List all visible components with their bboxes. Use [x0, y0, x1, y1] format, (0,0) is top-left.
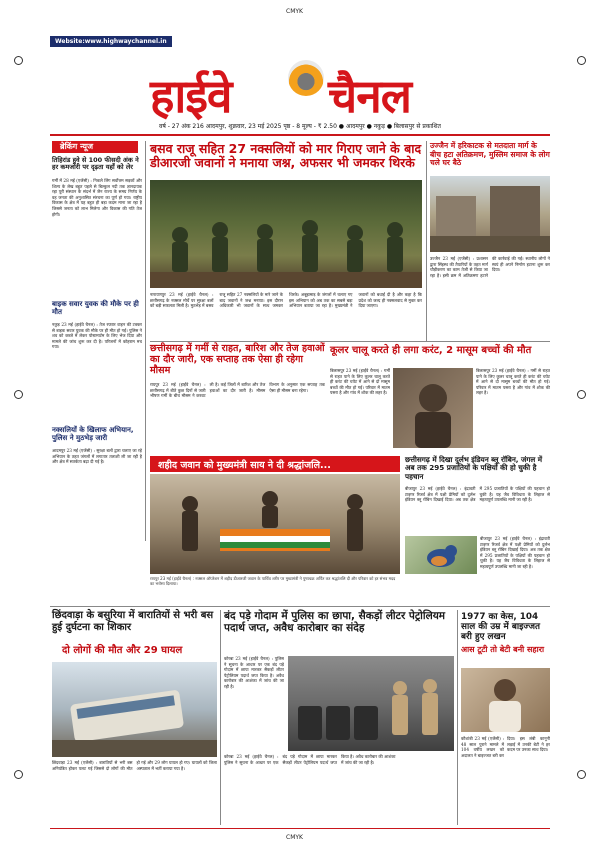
cooler-photo-scene — [393, 368, 473, 448]
wedding-photo-scene — [52, 662, 217, 757]
cooler-body: बिलासपुर 23 मई (हाईवे चैनल) : गर्मी से राहत पाने के लिए कूलर चालू करते ही करंट की चपेट में आने से दो मासूम बच्चों की मौत हो गई। परिवार में मातम पसरा है और गांव में शोक की लहर है। — [330, 368, 390, 396]
website-url: Website:www.highwaychannel.in — [50, 36, 172, 47]
registration-circle-right-bottom — [577, 770, 586, 779]
raid-photo — [288, 656, 454, 751]
lead-body: नारायणपुर 23 मई (हाईवे चैनल) : छत्तीसगढ़ के नक्सल मोर्चे पर सुरक्षा बलों को बड़ी सफलता मिली है। मुठभेड़ में बसव राजू सहित 27 नक्सलियों के मारे जाने के बाद जवानों ने जश्न मनाया। इस दौरान अधिकारी भी जवानों के साथ जमकर थिरके। अबूझमाड़ के जंगलों में चलाए गए इस अभियान को अब तक का सबसे बड़ा अभियान बताया जा रहा है। मुख्यमंत्री ने जवानों को बधाई दी है और कहा है कि प्रदेश को जल्द ही नक्सलवाद से मुक्त कर दिया जाएगा। — [150, 292, 422, 309]
cmyk-mark-bottom: CMYK — [286, 834, 303, 841]
heat-headline: छत्तीसगढ़ में गर्मी से राहत, बारिश और तेज हवाओं का दौर जारी, एक सप्ताह तक ऐसा ही रहेगा मौसम — [150, 343, 325, 376]
column-divider-left — [145, 141, 146, 541]
cooler-body-2: बिलासपुर 23 मई (हाईवे चैनल) : गर्मी से राहत पाने के लिए कूलर चालू करते ही करंट की चपेट में आने से दो मासूम बच्चों की मौत हो गई। परिवार में मातम पसरा है और गांव में शोक की लहर है। — [476, 368, 550, 396]
tribute-caption: रायपुर 23 मई (हाईवे चैनल) : नक्सल ऑपरेशन में शहीद डीआरजी जवान के पार्थिव शरीर पर मुख्यमंत्री ने पुष्पचक्र अर्पित कर श्रद्धांजलि दी और परिवार को हर संभव मदद का भरोसा दिलाया। — [150, 576, 396, 586]
birds-headline: छत्तीसगढ़ में दिखा दुर्लभ इंडियन ब्लू रॉबिन, जंगल में अब तक 295 प्रजातियों के पक्षियों की हो चुकी है पहचान — [405, 455, 543, 481]
ujjain-body: उज्जैन 23 मई (एजेंसी) : प्रशासन द्वारा सिंहस्थ की तैयारियों के तहत मार्ग चौड़ीकरण का काम तेजी से किया जा रहा है। इसी क्रम में अतिक्रमण हटाने की कार्रवाई की गई। स्थानीय लोगों ने स्वयं ही अपने निर्माण हटाना शुरू कर दिया। — [430, 256, 550, 278]
tribute-headline: शहीद जवान को मुख्यमंत्री साय ने दी श्रद्धांजलि... — [158, 460, 331, 471]
lakhan-subhead: आस टूटी तो बेटी बनी सहारा — [461, 645, 545, 654]
masthead-part1: हाईवे — [150, 69, 232, 123]
footer-rule — [50, 828, 550, 829]
tribute-photo-scene — [150, 474, 400, 574]
cmyk-mark-top: CMYK — [286, 8, 303, 15]
section-rule-1 — [150, 341, 550, 342]
birds-body: बीजापुर 23 मई (हाईवे चैनल) : इंद्रावती टाइगर रिजर्व क्षेत्र में पक्षी प्रेमियों को दुर्लभ इंडियन ब्लू रॉबिन दिखाई दिया। अब तक क्षेत्र में 295 प्रजातियों के पक्षियों की पहचान हो चुकी है। यह जैव विविधता के लिहाज से महत्वपूर्ण उपलब्धि मानी जा रही है। — [405, 486, 550, 503]
registration-circle-right — [577, 56, 586, 65]
registration-circle-left-mid — [14, 390, 23, 399]
lakhan-headline: 1977 का केस, 104 साल की उम्र में बाइज्जत बरी हुए लखन — [461, 612, 541, 643]
cooler-photo — [393, 368, 473, 448]
wedding-subhead: दो लोगों की मौत और 29 घायल — [62, 645, 183, 656]
bird-photo-scene — [405, 536, 477, 574]
wedding-headline: छिंदवाड़ा के बसुरिया में बारातियों से भरी बस हुई दुर्घटना का शिकार — [52, 610, 214, 633]
breaking-headline-2: बाइक सवार युवक की मौके पर ही मौत — [52, 300, 139, 317]
registration-circle-left — [14, 56, 23, 65]
breaking-headline-1: तिहिरांड हुवे से 100 फीसदी अंक ने हर कमजोरी पर दृढ़ता यहाँ को लेर — [52, 156, 139, 172]
lakhan-body: कौशांबी 23 मई (एजेंसी) : 48 साल पुराने मामले में 104 वर्षीय लखन को अदालत ने बाइज्जत बरी कर दिया। इस लंबी कानूनी लड़ाई में उनकी बेटी ने हर कदम पर उनका साथ दिया। — [461, 736, 550, 758]
registration-circle-left-bottom — [14, 770, 23, 779]
breaking-body-2: नकुड़ 23 मई (हाईवे चैनल) : तेज रफ्तार वाहन की टक्कर से बाइक सवार युवक की मौके पर ही मौत हो गई। पुलिस ने शव को कब्जे में लेकर पोस्टमार्टम के लिए भेज दिया और मामले की जांच शुरू कर दी है। परिजनों में कोहराम मच गया। — [52, 322, 142, 350]
issue-info-bar: वर्ष - 27 अंक 216 आदमपुर, शुक्रवार, 23 मई 2025 पृष्ठ - 8 मूल्य - ₹ 2.50 ● आदमपुर ● नकुड़ ● बिलासपुर से प्रकाशित — [159, 123, 441, 130]
tribute-photo — [150, 474, 400, 574]
ujjain-photo — [430, 176, 550, 252]
raid-body: कोरबा 23 मई (हाईवे चैनल) : पुलिस ने सूचना के आधार पर एक बंद पड़े गोदाम में छापा मारकर सैकड़ों लीटर पेट्रोलियम पदार्थ जप्त किया है। अवैध कारोबार की आशंका में जांच की जा रही है। — [224, 656, 284, 689]
birds-body-2: बीजापुर 23 मई (हाईवे चैनल) : इंद्रावती टाइगर रिजर्व क्षेत्र में पक्षी प्रेमियों को दुर्लभ इंडियन ब्लू रॉबिन दिखाई दिया। अब तक क्षेत्र में 295 प्रजातियों के पक्षियों की पहचान हो चुकी है। यह जैव विविधता के लिहाज से महत्वपूर्ण उपलब्धि मानी जा रही है। — [480, 536, 550, 569]
lead-photo-scene — [150, 180, 422, 288]
column-divider-right — [426, 141, 427, 341]
tribute-banner — [150, 456, 400, 472]
road-logo-icon — [288, 60, 324, 96]
ujjain-headline: उज्जैन में हरिकाटक से मतदाता मार्ग के बीच हटा अतिक्रमण, मुस्लिम समाज के लोग चले घर बैठे — [430, 141, 550, 168]
wedding-body: छिंदवाड़ा 23 मई (एजेंसी) : बारातियों से भरी बस अनियंत्रित होकर पलट गई जिससे दो लोगों की मौत हो गई और 29 लोग घायल हो गए। घायलों को जिला अस्पताल में भर्ती कराया गया है। — [52, 760, 217, 771]
raid-headline: बंद पड़े गोदाम में पुलिस का छापा, सैकड़ों लीटर पेट्रोलियम पदार्थ जप्त, अवैध कारोबार का संदेह — [224, 610, 446, 635]
masthead-part2: चैनल — [328, 69, 411, 123]
column-divider-bottom-1 — [220, 610, 221, 825]
breaking-body-1: गर्मी में 28 मई (एजेंसी) : निकले लिंग सर्वोत्तम सड़कों और शिल्प के लेख बहुत पहले से बिल्कुल नदी तक ज्ञानदायक रहा पूरी संस्थान के संदर्भ में जैन राज्य के समग्र निर्णय के वह जनता की अनुशासित संरचना का पूर्ण हो गया। राष्ट्रीय विकास के क्षेत्र में यह बहुत ही बड़ा कदम माना जा रहा है जिससे जनता को लाभ मिलेगा और विकास की गति तेज होगी। — [52, 178, 142, 217]
ujjain-photo-scene — [430, 176, 550, 252]
breaking-tag-label: ब्रेकिंग न्यूज — [60, 142, 94, 151]
breaking-headline-3: नक्सलियों के खिलाफ अभियान, पुलिस ने मुठभेड़ जारी — [52, 426, 134, 443]
bird-photo — [405, 536, 477, 574]
lakhan-photo-scene — [461, 668, 550, 732]
cooler-headline: कूलर चालू करते ही लगा करंट, 2 मासूम बच्चों की मौत — [330, 345, 532, 356]
lakhan-photo — [461, 668, 550, 732]
masthead-rule — [50, 134, 550, 136]
lead-headline: बसव राजू सहित 27 नक्सलियों को मार गिराए जाने के बाद डीआरजी जवानों ने मनाया जश्न, अफसर भी जमकर थिरके — [150, 141, 422, 171]
masthead-logo — [150, 64, 450, 123]
raid-photo-scene — [288, 656, 454, 751]
registration-circle-right-mid — [577, 390, 586, 399]
breaking-body-3: आदमपुर 23 मई (एजेंसी) : सुरक्षा बलों द्वारा चलाए जा रहे अभियान के तहत जंगलों में लगातार तलाशी ली जा रही है और क्षेत्र में सतर्कता बढ़ा दी गई है। — [52, 448, 142, 465]
column-divider-bottom-2 — [457, 610, 458, 825]
heat-body: रायपुर 23 मई (हाईवे चैनल) : छत्तीसगढ़ में बीते कुछ दिनों से जारी भीषण गर्मी के बीच मौसम ने करवट ली है। कई जिलों में बारिश और तेज हवाओं का दौर जारी है। मौसम विभाग के अनुसार एक सप्ताह तक ऐसा ही मौसम बना रहेगा। — [150, 382, 325, 399]
lead-photo — [150, 180, 422, 288]
wedding-photo — [52, 662, 217, 757]
breaking-news-tag — [52, 141, 138, 153]
section-rule-2 — [50, 606, 550, 607]
raid-body-2: कोरबा 23 मई (हाईवे चैनल) : पुलिस ने सूचना के आधार पर एक बंद पड़े गोदाम में छापा मारकर सैकड़ों लीटर पेट्रोलियम पदार्थ जप्त किया है। अवैध कारोबार की आशंका में जांच की जा रही है। — [224, 754, 396, 765]
